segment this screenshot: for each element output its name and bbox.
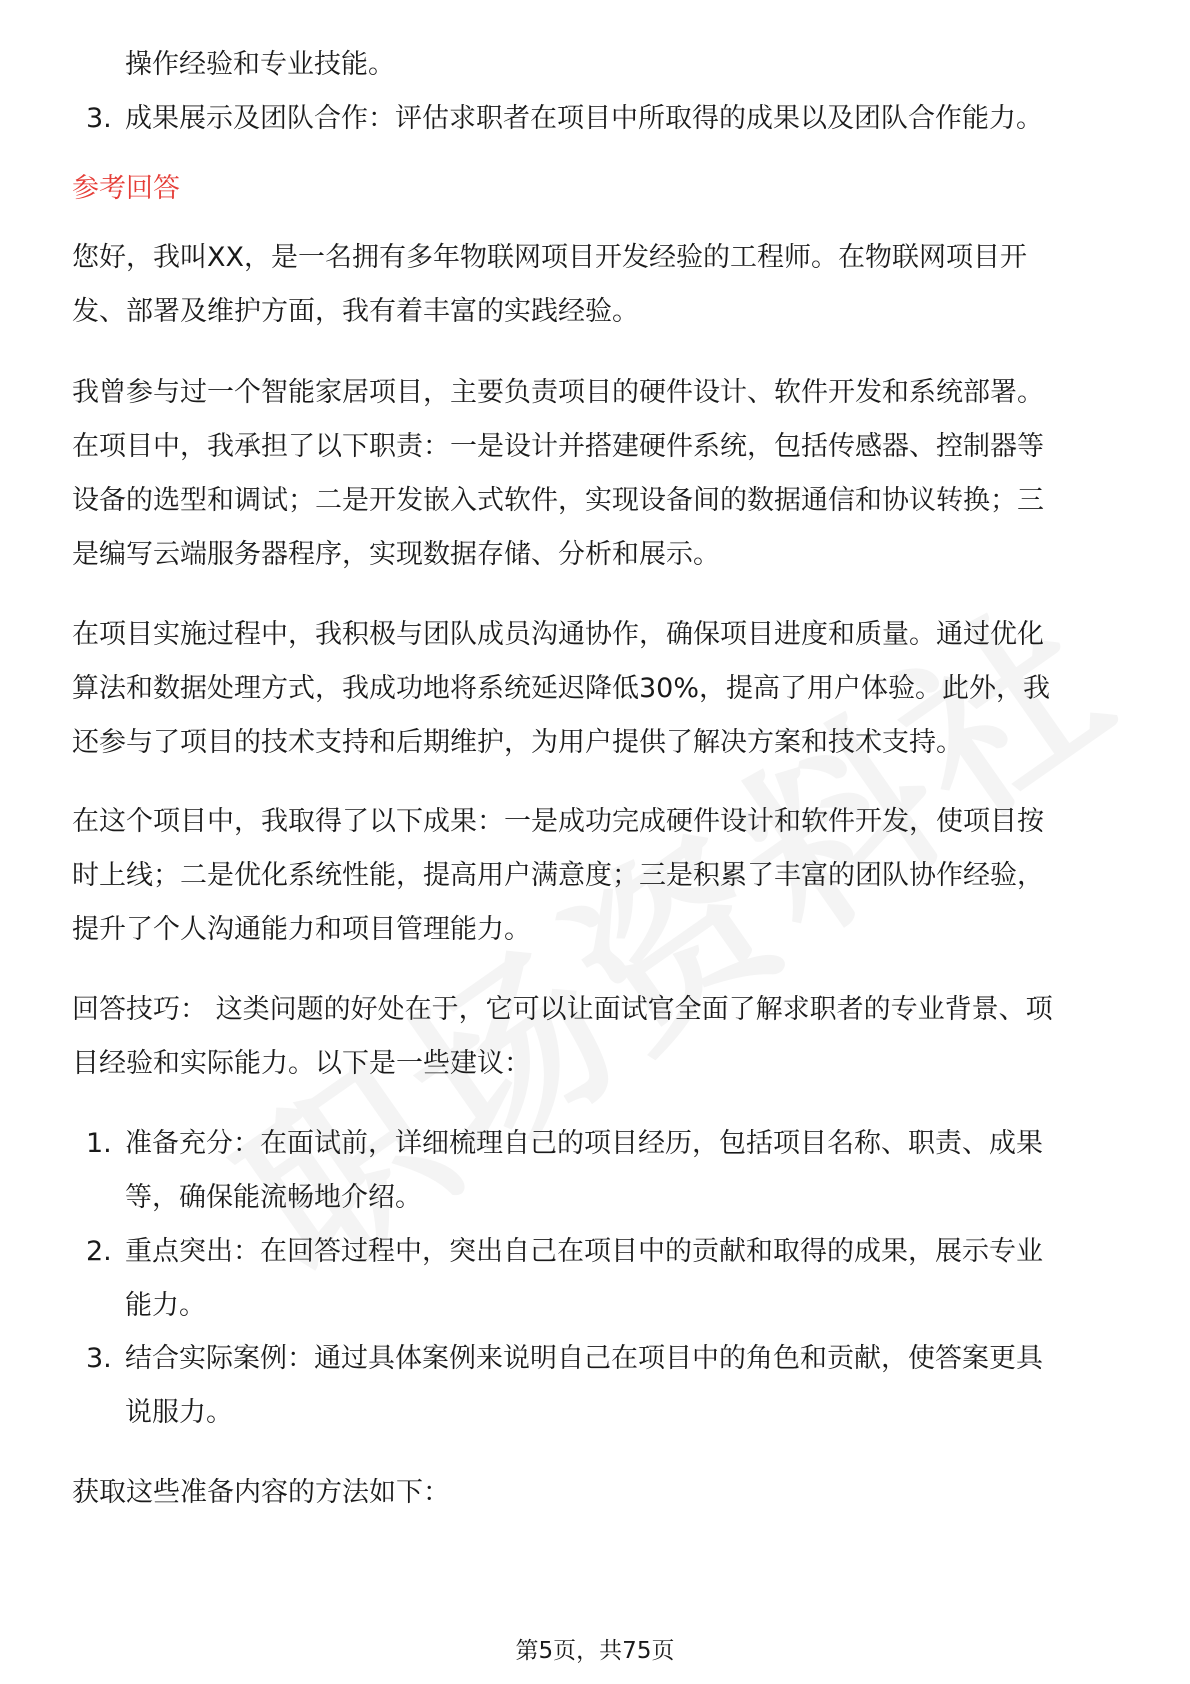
paragraph-line: 我曾参与过一个智能家居项目，主要负责项目的硬件设计、软件开发和系统部署。: [72, 377, 1044, 408]
tip-number: 1.: [86, 1128, 112, 1159]
section-heading: 参考回答: [72, 173, 180, 204]
paragraph-line: 算法和数据处理方式，我成功地将系统延迟降低30%，提高了用户体验。此外，我: [72, 673, 1051, 704]
paragraph-line: 您好，我叫XX，是一名拥有多年物联网项目开发经验的工程师。在物联网项目开: [72, 242, 1027, 273]
paragraph-line: 是编写云端服务器程序，实现数据存储、分析和展示。: [72, 539, 720, 570]
paragraph-line: 设备的选型和调试；二是开发嵌入式软件，实现设备间的数据通信和协议转换；三: [72, 485, 1044, 516]
paragraph-line: 目经验和实际能力。以下是一些建议：: [72, 1048, 531, 1079]
paragraph-line: 回答技巧： 这类问题的好处在于，它可以让面试官全面了解求职者的专业背景、项: [72, 994, 1053, 1025]
paragraph-line: 发、部署及维护方面，我有着丰富的实践经验。: [72, 296, 639, 327]
tip-number: 2.: [86, 1236, 112, 1267]
paragraph-line: 在这个项目中，我取得了以下成果：一是成功完成硬件设计和软件开发，使项目按: [72, 806, 1044, 837]
page-footer: 第5页，共75页: [515, 1638, 675, 1664]
paragraph-line: 还参与了项目的技术支持和后期维护，为用户提供了解决方案和技术支持。: [72, 727, 963, 758]
closing-line: 获取这些准备内容的方法如下：: [72, 1477, 450, 1508]
paragraph-line: 时上线；二是优化系统性能，提高用户满意度；三是积累了丰富的团队协作经验，: [72, 860, 1044, 891]
list-item-continuation: 操作经验和专业技能。: [125, 49, 395, 80]
tip-number: 3.: [86, 1343, 112, 1374]
paragraph-line: 在项目中，我承担了以下职责：一是设计并搭建硬件系统，包括传感器、控制器等: [72, 431, 1044, 462]
tip-text: 结合实际案例：通过具体案例来说明自己在项目中的角色和贡献，使答案更具: [125, 1343, 1043, 1374]
tip-text: 准备充分：在面试前，详细梳理自己的项目经历，包括项目名称、职责、成果: [125, 1128, 1043, 1159]
list-item-text: 成果展示及团队合作：评估求职者在项目中所取得的成果以及团队合作能力。: [125, 103, 1043, 134]
tip-text: 重点突出：在回答过程中，突出自己在项目中的贡献和取得的成果，展示专业: [125, 1236, 1043, 1267]
paragraph-line: 提升了个人沟通能力和项目管理能力。: [72, 914, 531, 945]
list-item-number: 3.: [86, 103, 112, 134]
tip-text: 说服力。: [125, 1397, 233, 1428]
tip-text: 能力。: [125, 1290, 206, 1321]
paragraph-line: 在项目实施过程中，我积极与团队成员沟通协作，确保项目进度和质量。通过优化: [72, 619, 1044, 650]
tip-text: 等，确保能流畅地介绍。: [125, 1182, 422, 1213]
